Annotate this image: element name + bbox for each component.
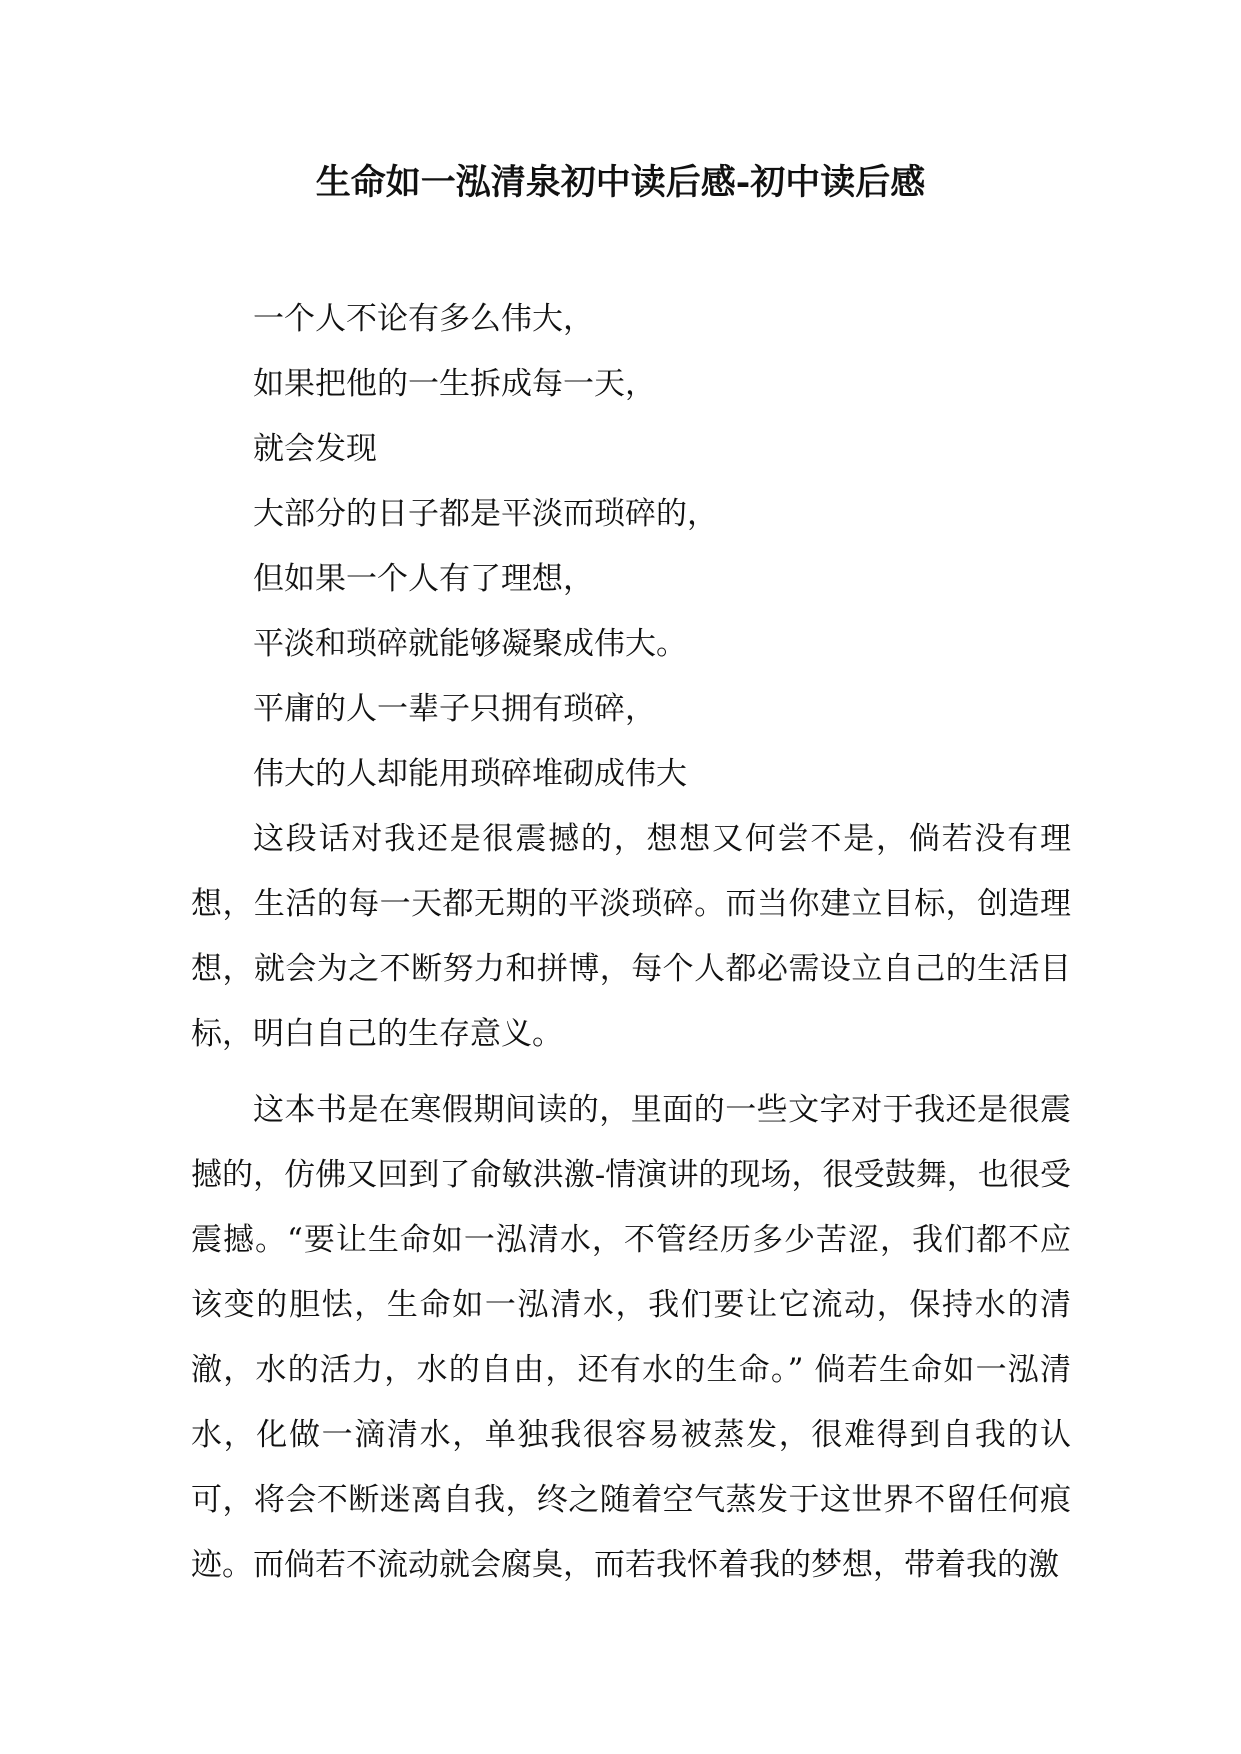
document-title: 生命如一泓清泉初中读后感-初中读后感 [315, 162, 926, 203]
verse-line: 一个人不论有多么伟大， [253, 301, 594, 337]
verse-line: 伟大的人却能用琐碎堆砌成伟大 [253, 756, 687, 792]
verse-line: 平庸的人一辈子只拥有琐碎， [253, 691, 656, 727]
body-paragraph: 这本书是在寒假期间读的，里面的一些文字对于我还是很震撼的，仿佛又回到了俞敏洪激-情演讲的现场，很受鼓舞，也很受震撼。“要让生命如一泓清水，不管经历多少苦涩，我们都不应该变的胆怯，生命如一泓清水，我们要让它流动，保持水的清澈，水的活力，水的自由，还有水的生命。” 倘若生命如一泓清水，化做一滴清水，单独我很容易被蒸发，很难得到自我的认可，将会不断迷离自我，终之随着空气蒸发于这世界不留任何痕迹。而倘若不流动就会腐臭，而若我怀着我的梦想，带着我的激 [191, 1092, 1071, 1583]
verse-line: 就会发现 [253, 431, 377, 467]
verse-line: 但如果一个人有了理想， [253, 561, 594, 597]
verse-block [191, 287, 1071, 807]
body-paragraph: 这段话对我还是很震撼的，想想又何尝不是，倘若没有理想，生活的每一天都无期的平淡琐碎。而当你建立目标，创造理想，就会为之不断努力和拼博，每个人都必需设立自己的生活目标，明白自己的生存意义。 [191, 821, 1071, 1052]
verse-line: 如果把他的一生拆成每一天， [253, 366, 656, 402]
verse-line: 平淡和琐碎就能够凝聚成伟大。 [253, 626, 687, 662]
document-body [191, 287, 1071, 1598]
verse-line: 大部分的日子都是平淡而琐碎的， [253, 496, 718, 532]
